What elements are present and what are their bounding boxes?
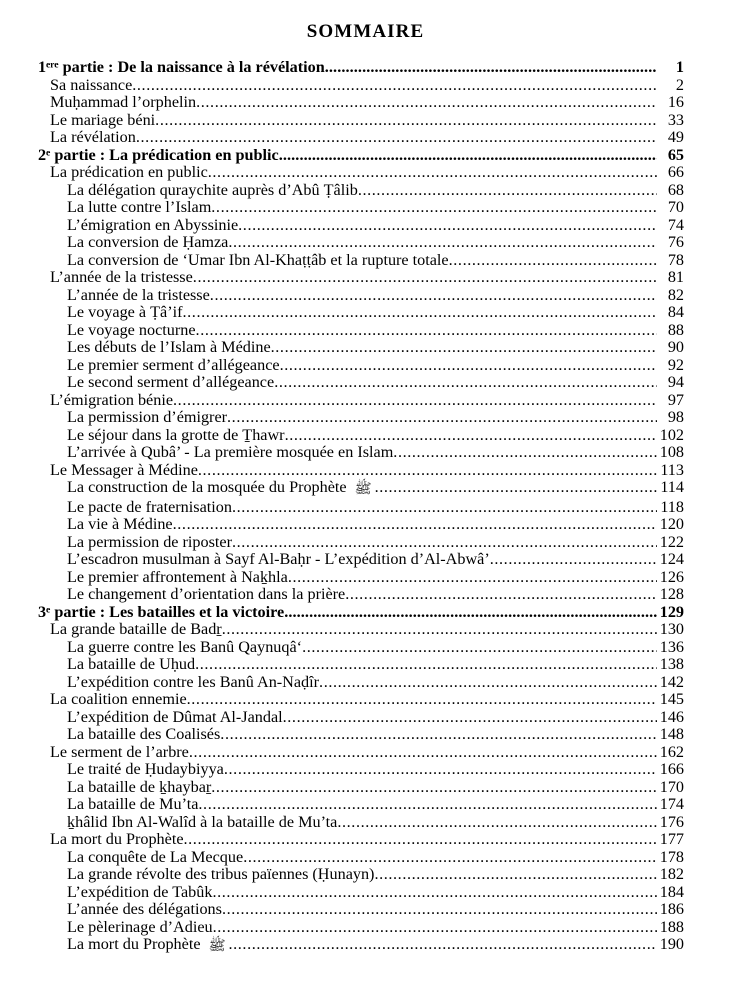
toc-entry-label: La conversion de Ḥamza: [67, 233, 229, 251]
dot-leader: [232, 534, 657, 552]
toc-page-number: 65: [667, 145, 684, 164]
toc-page-number: 124: [659, 550, 684, 568]
toc-part-heading[interactable]: [0, 147, 731, 165]
toc-entry[interactable]: [0, 831, 731, 849]
toc-page-number: 177: [659, 830, 684, 848]
dot-leader: [283, 709, 657, 727]
dot-leader: [220, 726, 657, 744]
toc-page-number: 74: [667, 215, 684, 234]
dot-leader: [284, 604, 657, 622]
toc-page-number: 90: [667, 338, 684, 356]
toc-page-number: 136: [659, 637, 684, 656]
toc-page-number: 166: [659, 760, 684, 778]
toc-entry-label: La bataille de Mu’ta: [67, 795, 199, 813]
dot-leader: [374, 866, 657, 884]
dot-leader: [288, 569, 657, 587]
toc-page-number: 16: [667, 93, 684, 111]
toc-entry[interactable]: [0, 304, 731, 322]
toc-entry[interactable]: [0, 252, 731, 270]
toc-page-number: 128: [659, 585, 684, 603]
toc-entry[interactable]: [0, 779, 731, 797]
toc-entry-label: L’escadron musulman à Sayf Al-Baḥr - L’expédition d’Al-Abwâ’: [67, 550, 490, 568]
toc-entry[interactable]: [0, 726, 731, 744]
toc-entry-label: La délégation quraychite auprès d’Abû Ṭâlib: [67, 180, 358, 199]
dot-leader: [393, 444, 657, 462]
dot-leader: [211, 779, 657, 797]
toc-entry-label: L’année de la tristesse: [50, 268, 193, 286]
dot-leader: [228, 234, 657, 252]
toc-entry[interactable]: [0, 814, 731, 832]
toc-entry[interactable]: [0, 182, 731, 200]
toc-entry[interactable]: [0, 656, 731, 674]
toc-entry[interactable]: [0, 269, 731, 287]
toc-entry[interactable]: [0, 444, 731, 462]
dot-leader: [238, 217, 657, 235]
toc-entry[interactable]: [0, 639, 731, 657]
toc-entry[interactable]: [0, 884, 731, 902]
dot-leader: [173, 392, 657, 410]
toc-page-number: 186: [659, 900, 684, 918]
toc-entry-label: La bataille de Uḥud: [67, 655, 196, 673]
toc-page-number: 98: [667, 408, 684, 426]
dot-leader: [325, 59, 657, 77]
toc-entry-label: La conversion de ‘Umar Ibn Al-Khaṭṭâb et la rupture totale: [67, 250, 449, 269]
toc-page-number: 81: [667, 268, 684, 286]
dot-leader: [228, 936, 657, 954]
dot-leader: [189, 744, 657, 762]
toc-entry-label: Le premier affrontement à Naḵhla: [67, 567, 288, 586]
dot-leader: [280, 357, 657, 375]
toc-entry-label: Le changement d’orientation dans la prière: [67, 585, 346, 603]
toc-entry-label: La permission de riposter: [67, 532, 232, 551]
toc-entry[interactable]: [0, 427, 731, 445]
toc-page-number: 142: [659, 672, 684, 691]
toc-entry[interactable]: [0, 569, 731, 587]
toc-page-number: 108: [659, 443, 684, 461]
dot-leader: [198, 462, 657, 480]
toc-entry-label: Le voyage nocturne: [67, 320, 196, 339]
dot-leader: [173, 516, 657, 534]
toc-page-number: 188: [659, 917, 684, 936]
toc-page-number: 1: [675, 58, 684, 76]
toc-page-number: 2: [675, 75, 684, 94]
toc-entry-label: Les débuts de l’Islam à Médine: [67, 338, 271, 356]
toc-page-number: 102: [659, 425, 684, 444]
toc-entry-label: La prédication en public: [50, 163, 208, 181]
dot-leader: [243, 849, 657, 867]
toc-entry[interactable]: [0, 234, 731, 252]
toc-entry[interactable]: [0, 339, 731, 357]
toc-page-number: 33: [667, 110, 684, 129]
toc-entry[interactable]: [0, 936, 731, 956]
toc-entry[interactable]: [0, 77, 731, 95]
toc-entry-label: L’expédition de Tabûk: [67, 882, 213, 901]
dot-leader: [358, 182, 657, 200]
toc-entry[interactable]: [0, 709, 731, 727]
dot-leader: [136, 129, 657, 147]
toc-page-number: 76: [667, 233, 684, 251]
dot-leader: [222, 901, 657, 919]
toc-page-number: 148: [659, 725, 684, 743]
dot-leader: [187, 691, 657, 709]
toc-entry-label: L’arrivée à Qubâ’ - La première mosquée en Islam: [67, 443, 394, 461]
toc-entry-label: La conquête de La Mecque: [67, 847, 244, 866]
toc-page-number: 174: [659, 795, 684, 813]
sallallahu-alayhi-wasallam-icon: ﷺ: [208, 938, 226, 954]
toc-entry[interactable]: [0, 392, 731, 410]
toc-page-number: 178: [659, 847, 684, 866]
toc-entry-label: La permission d’émigrer: [67, 408, 228, 426]
toc-entry[interactable]: [0, 479, 731, 499]
dot-leader: [208, 164, 657, 182]
toc-part-heading[interactable]: [0, 604, 731, 622]
toc-entry-label: La bataille des Coalisés: [67, 725, 221, 743]
toc-entry-label: Sa naissance: [50, 75, 133, 94]
toc-page-number: 84: [667, 303, 684, 321]
toc-page-number: 113: [660, 460, 684, 479]
toc-entry[interactable]: [0, 586, 731, 604]
toc-entry-label: La coalition ennemie: [50, 690, 187, 708]
dot-leader: [375, 479, 657, 497]
toc-page-number: 122: [659, 532, 684, 551]
toc-entry-label: Le premier serment d’allégeance: [67, 355, 280, 374]
dot-leader: [274, 374, 657, 392]
toc-entry-label: Le voyage à Ṭâ’if: [67, 303, 183, 321]
toc-page-number: 138: [659, 655, 684, 673]
dot-leader: [198, 796, 657, 814]
toc-entry-label: La révélation: [50, 128, 136, 146]
toc-entry[interactable]: [0, 217, 731, 235]
toc-entry-label: Le pèlerinage d’Adieu: [67, 917, 213, 936]
toc-entry[interactable]: [0, 761, 731, 779]
toc-entry[interactable]: [0, 374, 731, 392]
toc-entry[interactable]: [0, 94, 731, 112]
toc-entry-label: La lutte contre l’Islam: [67, 198, 212, 216]
dot-leader: [184, 831, 657, 849]
dot-leader: [279, 147, 657, 165]
toc-page-number: 190: [659, 935, 684, 953]
toc-entry-label: 1ᵉʳᵉ partie : De la naissance à la révélation: [38, 58, 325, 76]
toc-entry-label: L’émigration bénie: [50, 390, 174, 409]
toc-entry-label: Le mariage béni: [50, 110, 156, 129]
dot-leader: [232, 499, 657, 517]
toc-page-number: 49: [667, 128, 684, 146]
dot-leader: [196, 94, 657, 112]
toc-entry[interactable]: [0, 129, 731, 147]
toc-entry-label: La grande révolte des tribus païennes (Ḥunayn): [67, 865, 375, 883]
toc-entry[interactable]: [0, 499, 731, 517]
toc-entry[interactable]: [0, 919, 731, 937]
dot-leader: [155, 112, 657, 130]
toc-entry[interactable]: [0, 112, 731, 130]
dot-leader: [212, 884, 657, 902]
toc-entry-label: 3ᵉ partie : Les batailles et la victoire: [38, 602, 285, 621]
toc-page-number: 70: [667, 198, 684, 216]
toc-page-number: 120: [659, 515, 684, 533]
toc-page-number: 97: [667, 390, 684, 409]
dot-leader: [224, 761, 657, 779]
toc-entry-label: La vie à Médine: [67, 515, 173, 533]
toc-page-number: 126: [659, 567, 684, 586]
dot-leader: [183, 304, 658, 322]
dot-leader: [222, 621, 657, 639]
toc-entry[interactable]: [0, 199, 731, 217]
toc-page-number: 146: [659, 707, 684, 726]
toc-page-number: 129: [659, 602, 684, 621]
dot-leader: [490, 551, 657, 569]
toc-page-number: 68: [667, 180, 684, 199]
toc-entry-label: La construction de la mosquée du Prophète ﷺ: [67, 479, 375, 499]
dot-leader: [337, 814, 657, 832]
toc-entry-label: Le Messager à Médine: [50, 460, 198, 479]
toc-entry-label: L’émigration en Abyssinie: [67, 215, 239, 234]
toc-entry-label: ḵhâlid Ibn Al-Walîd à la bataille de Mu’ta: [67, 812, 338, 831]
toc-entry[interactable]: [0, 462, 731, 480]
toc-entry[interactable]: [0, 901, 731, 919]
toc-entry-label: L’expédition contre les Banû An-Naḍîr: [67, 672, 320, 691]
toc-entry-label: Le séjour dans la grotte de Ṯhawr: [67, 425, 285, 444]
toc-page-number: 176: [659, 812, 684, 831]
toc-entry[interactable]: [0, 551, 731, 569]
toc-page-number: 170: [659, 777, 684, 796]
toc-entry-label: La bataille de ḵhaybaṟ: [67, 777, 212, 796]
toc-entry[interactable]: [0, 164, 731, 182]
dot-leader: [195, 656, 657, 674]
dot-leader: [210, 287, 657, 305]
dot-leader: [227, 409, 657, 427]
dot-leader: [449, 252, 657, 270]
toc-page-number: 182: [659, 865, 684, 883]
toc-page-number: 162: [659, 742, 684, 761]
dot-leader: [285, 427, 657, 445]
toc-entry[interactable]: [0, 322, 731, 340]
toc-entry[interactable]: [0, 866, 731, 884]
toc-entry[interactable]: [0, 621, 731, 639]
toc-page-number: 118: [660, 497, 684, 516]
dot-leader: [271, 339, 657, 357]
table-of-contents: [0, 41, 731, 956]
toc-entry[interactable]: [0, 849, 731, 867]
toc-entry[interactable]: [0, 796, 731, 814]
dot-leader: [193, 269, 657, 287]
toc-page-number: 78: [667, 250, 684, 269]
toc-entry-label: Le pacte de fraternisation: [67, 497, 232, 516]
dot-leader: [345, 586, 657, 604]
toc-entry[interactable]: [0, 744, 731, 762]
toc-entry-label: Le second serment d’allégeance: [67, 373, 275, 391]
toc-page-number: 94: [667, 373, 684, 391]
toc-entry-label: La grande bataille de Badṟ: [50, 620, 222, 638]
toc-page-number: 114: [660, 478, 684, 496]
toc-entry-label: L’expédition de Dûmat Al-Jandal: [67, 707, 283, 726]
toc-entry-label: La guerre contre les Banû Qaynuqâ‘: [67, 637, 303, 656]
toc-entry[interactable]: [0, 534, 731, 552]
toc-entry-label: Muḥammad l’orphelin: [50, 93, 197, 111]
toc-part-heading[interactable]: [0, 59, 731, 77]
toc-entry[interactable]: [0, 287, 731, 305]
toc-entry-label: Le traité de Ḥudaybiyya: [67, 760, 224, 778]
dot-leader: [132, 77, 657, 95]
toc-entry[interactable]: [0, 674, 731, 692]
dot-leader: [213, 919, 657, 937]
toc-entry-label: Le serment de l’arbre: [50, 742, 189, 761]
toc-entry-label: L’année de la tristesse: [67, 285, 210, 304]
dot-leader: [211, 199, 657, 217]
toc-page-number: 184: [659, 882, 684, 901]
dot-leader: [302, 639, 657, 657]
dot-leader: [319, 674, 657, 692]
toc-page-number: 92: [667, 355, 684, 374]
toc-page-number: 145: [659, 690, 684, 708]
toc-page-number: 82: [667, 285, 684, 304]
toc-page-number: 88: [667, 320, 684, 339]
toc-entry[interactable]: [0, 516, 731, 534]
toc-entry[interactable]: [0, 691, 731, 709]
toc-entry-label: La mort du Prophète: [50, 830, 184, 848]
toc-page-number: 66: [667, 163, 684, 181]
toc-entry[interactable]: [0, 409, 731, 427]
toc-entry-label: La mort du Prophète ﷺ: [67, 936, 228, 956]
dot-leader: [196, 322, 657, 340]
sallallahu-alayhi-wasallam-icon: ﷺ: [354, 481, 372, 497]
toc-entry-label: 2ᵉ partie : La prédication en public: [38, 145, 279, 164]
page-title: SOMMAIRE: [306, 21, 425, 42]
toc-entry-label: L’année des délégations: [67, 900, 222, 918]
toc-page-number: 130: [659, 620, 684, 638]
toc-entry[interactable]: [0, 357, 731, 375]
